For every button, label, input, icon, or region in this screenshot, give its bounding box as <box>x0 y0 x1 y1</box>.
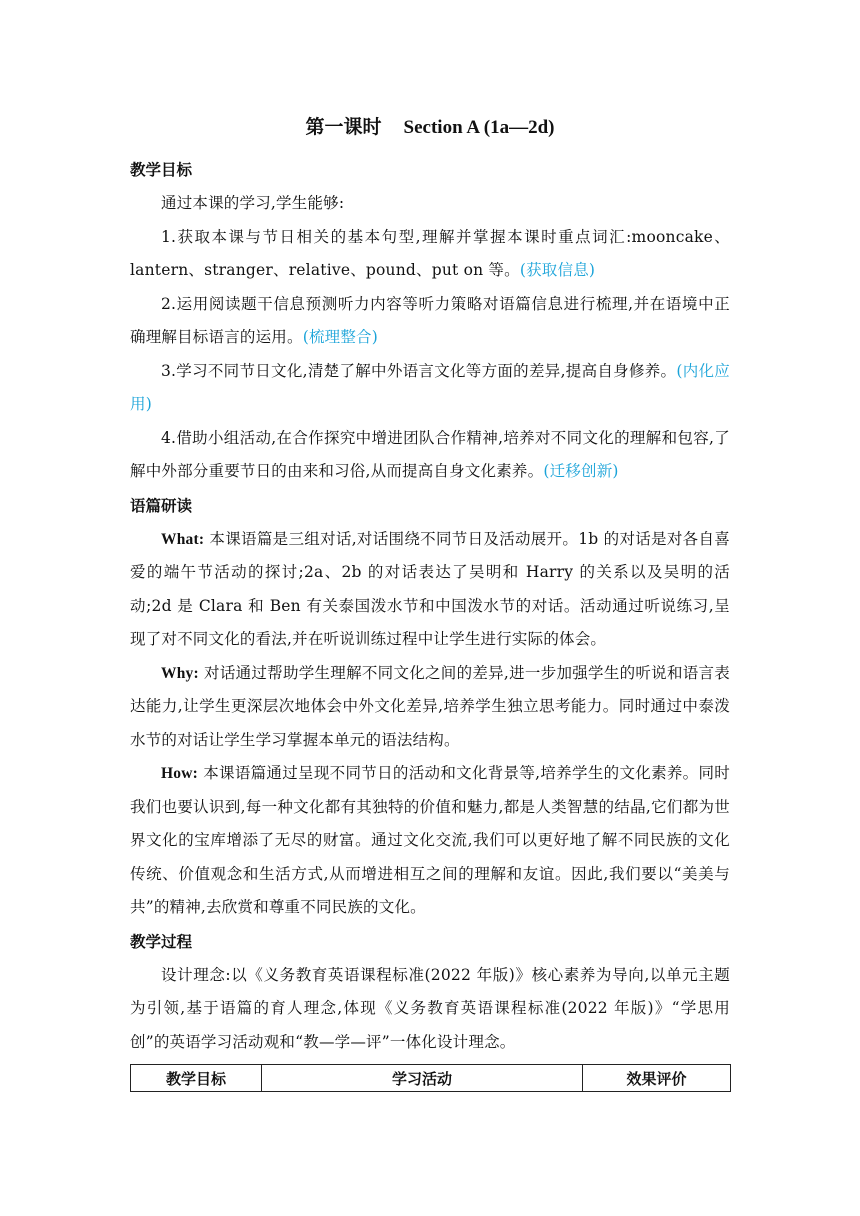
objective-4-tag: (迁移创新) <box>543 462 619 480</box>
title-chinese: 第一课时 <box>305 117 382 138</box>
objective-2-tag: (梳理整合) <box>302 328 378 346</box>
table-header-activities: 学习活动 <box>262 1065 583 1092</box>
analysis-what <box>130 523 730 657</box>
analysis-why <box>130 657 730 758</box>
objective-4-text: 4.借助小组活动,在合作探究中增进团队合作精神,培养对不同文化的理解和包容,了解中外部分重要节日的由来和习俗,从而提高自身文化素养。 <box>130 428 730 480</box>
page-title <box>130 112 730 139</box>
objective-2 <box>130 288 730 355</box>
heading-process: 教学过程 <box>130 932 193 951</box>
objective-4 <box>130 422 730 489</box>
objectives-intro: 通过本课的学习,学生能够: <box>161 194 345 212</box>
what-text: 本课语篇是三组对话,对话围绕不同节日及活动展开。1b 的对话是对各自喜爱的端午节活动的探讨;2a、2b 的对话表达了吴明和 Harry 的关系以及吴明的活动;2d 是 Clara 和 Ben 有关泰国泼水节和中国泼水节的对话。活动通过听说练习,呈现了对不同文化的看法,并在听说训练过程中让学生进行实际的体会。 <box>130 529 730 648</box>
design-concept: 设计理念:以《义务教育英语课程标准(2022 年版)》核心素养为导向,以单元主题为引领,基于语篇的育人理念,体现《义务教育英语课程标准(2022 年版)》“学思用创”的英语学习活动观和“教—学—评”一体化设计理念。 <box>130 965 730 1051</box>
title-section: Section A (1a—2d) <box>403 117 555 138</box>
document-page <box>130 112 730 1092</box>
teaching-process-table <box>130 1064 731 1092</box>
objective-2-text: 2.运用阅读题干信息预测听力内容等听力策略对语篇信息进行梳理,并在语境中正确理解目标语言的运用。 <box>130 294 730 346</box>
heading-objectives: 教学目标 <box>130 161 193 179</box>
heading-analysis: 语篇研读 <box>130 496 193 515</box>
analysis-how <box>130 757 730 925</box>
table-header-evaluation: 效果评价 <box>583 1065 731 1092</box>
objective-3 <box>130 355 730 422</box>
what-label: What: <box>161 530 205 548</box>
table-header-row <box>131 1065 731 1092</box>
objective-1-text: 1.获取本课与节日相关的基本句型,理解并掌握本课时重点词汇:mooncake、lantern、stranger、relative、pound、put on 等。 <box>130 227 730 279</box>
why-text: 对话通过帮助学生理解不同文化之间的差异,进一步加强学生的听说和语言表达能力,让学生更深层次地体会中外文化差异,培养学生独立思考能力。同时通过中泰泼水节的对话让学生学习掌握本单元的语法结构。 <box>130 663 730 749</box>
how-label: How: <box>161 765 198 782</box>
objective-3-text: 3.学习不同节日文化,清楚了解中外语言文化等方面的差异,提高自身修养。 <box>161 361 677 380</box>
objective-1 <box>130 221 730 288</box>
objective-3-tag: (内化应用) <box>130 361 730 413</box>
how-text: 本课语篇通过呈现不同节日的活动和文化背景等,培养学生的文化素养。同时我们也要认识到,每一种文化都有其独特的价值和魅力,都是人类智慧的结晶,它们都为世界文化的宝库增添了无尽的财富。通过文化交流,我们可以更好地了解不同民族的文化传统、价值观念和生活方式,从而增进相互之间的理解和友谊。因此,我们要以“美美与共”的精神,去欣赏和尊重不同民族的文化。 <box>130 764 730 916</box>
table-header-objectives: 教学目标 <box>131 1065 262 1092</box>
objective-1-tag: (获取信息) <box>519 261 596 279</box>
why-label: Why: <box>161 664 199 682</box>
